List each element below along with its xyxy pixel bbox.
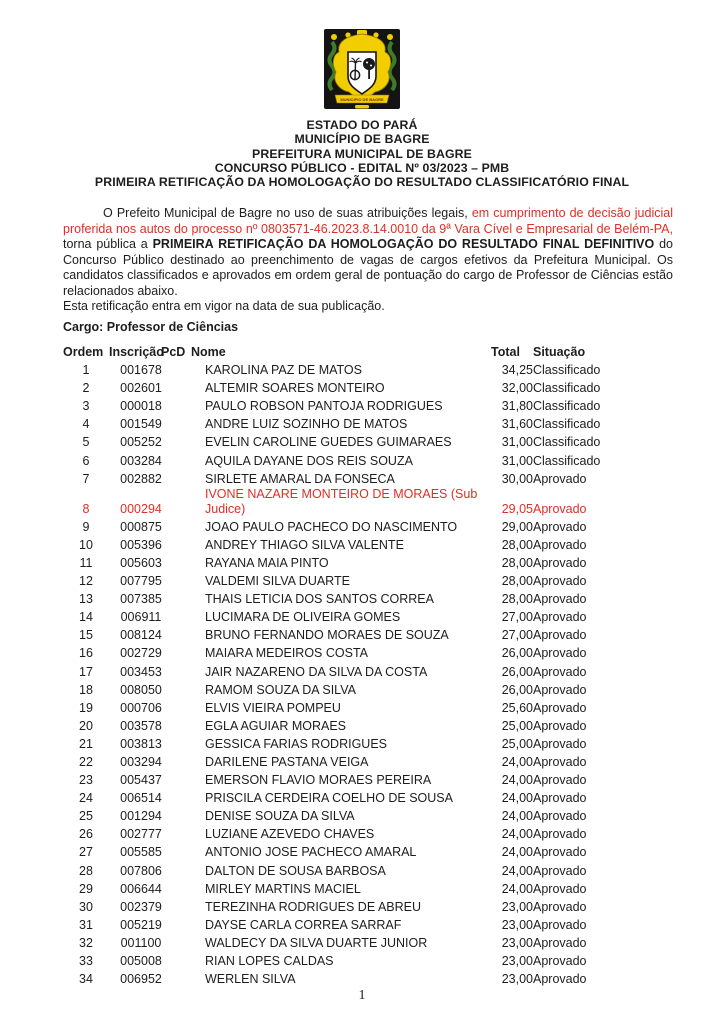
- cell-total: 24,00: [501, 881, 533, 896]
- cell-inscricao: 000294: [120, 501, 162, 516]
- cell-situacao: Aprovado: [533, 519, 587, 534]
- cell-ordem: 22: [79, 754, 93, 769]
- cell-pcd: [173, 969, 205, 987]
- cell-total: 27,00: [501, 610, 533, 625]
- cell-pcd: [173, 860, 205, 878]
- table-row: [63, 625, 673, 643]
- cell-situacao: Aprovado: [533, 863, 587, 878]
- cell-ordem: 17: [79, 664, 93, 679]
- cell-pcd: [173, 806, 205, 824]
- cell-inscricao: 005437: [120, 773, 162, 788]
- cell-nome: MIRLEY MARTINS MACIEL: [205, 881, 361, 896]
- col-header-pcd: PcD: [161, 345, 186, 359]
- cell-inscricao: 000018: [120, 399, 162, 414]
- header-line-prefeitura: PREFEITURA MUNICIPAL DE BAGRE: [252, 146, 472, 161]
- cell-total: 24,00: [501, 754, 533, 769]
- cell-nome: BRUNO FERNANDO MORAES DE SOUZA: [205, 628, 449, 643]
- cell-total: 24,00: [501, 845, 533, 860]
- cell-ordem: 32: [79, 935, 93, 950]
- cell-nome: WERLEN SILVA: [205, 972, 296, 987]
- cell-ordem: 13: [79, 592, 93, 607]
- cell-situacao: Aprovado: [533, 592, 587, 607]
- cell-situacao: Classificado: [533, 381, 601, 396]
- cell-pcd: [173, 487, 205, 517]
- cell-ordem: 11: [79, 555, 93, 570]
- cell-total: 30,00: [501, 471, 533, 486]
- cell-total: 24,00: [501, 773, 533, 788]
- table-row: [63, 487, 673, 517]
- header-line-edital: CONCURSO PÚBLICO - EDITAL Nº 03/2023 – PMB: [214, 160, 510, 175]
- cell-ordem: 8: [82, 501, 90, 516]
- cell-pcd: [173, 589, 205, 607]
- cell-situacao: Aprovado: [533, 682, 587, 697]
- cell-ordem: 21: [79, 736, 93, 751]
- table-row: [63, 643, 673, 661]
- cell-nome: ANDRE LUIZ SOZINHO DE MATOS: [205, 417, 408, 432]
- cell-total: 32,00: [501, 381, 533, 396]
- table-row: [63, 396, 673, 414]
- cell-nome: VALDEMI SILVA DUARTE: [205, 574, 350, 589]
- cell-situacao: Aprovado: [533, 700, 587, 715]
- header-line-titulo: PRIMEIRA RETIFICAÇÃO DA HOMOLOGAÇÃO DO RESULTADO CLASSIFICATÓRIO FINAL: [94, 175, 630, 190]
- paragraph-run-normal: do Concurso Público destinado ao preenchimento de vagas de cargos efetivos da Prefeitura Municipal. Os candidatos classificados e aprovados em ordem geral de pontuação do cargo de Professor de Ciências estão relacionados abaixo.: [63, 237, 673, 298]
- paragraph-run-normal: O Prefeito Municipal de Bagre no uso de suas atribuições legais,: [103, 206, 472, 220]
- table-row: [63, 770, 673, 788]
- tree-trunk: [368, 69, 370, 79]
- cell-ordem: 24: [79, 791, 93, 806]
- cell-ordem: 15: [79, 628, 93, 643]
- cell-nome: GESSICA FARIAS RODRIGUES: [205, 736, 387, 751]
- cell-pcd: [173, 553, 205, 571]
- cell-pcd: [173, 897, 205, 915]
- cell-ordem: 16: [79, 646, 93, 661]
- cell-pcd: [173, 824, 205, 842]
- cell-situacao: Aprovado: [533, 646, 587, 661]
- table-row: [63, 553, 673, 571]
- cell-ordem: 28: [79, 863, 93, 878]
- cell-inscricao: 006644: [120, 881, 162, 896]
- cell-pcd: [173, 716, 205, 734]
- table-row: [63, 698, 673, 716]
- cell-nome: ANDREY THIAGO SILVA VALENTE: [205, 537, 404, 552]
- crest-ornament-dot: [331, 34, 337, 40]
- cell-situacao: Aprovado: [533, 664, 587, 679]
- table-row: [63, 571, 673, 589]
- cell-inscricao: 002379: [120, 899, 162, 914]
- cell-pcd: [173, 571, 205, 589]
- table-row: [63, 360, 673, 378]
- tree-highlight: [366, 62, 368, 64]
- table-row: [63, 752, 673, 770]
- cell-total: 24,00: [501, 863, 533, 878]
- table-row: [63, 951, 673, 969]
- cell-situacao: Aprovado: [533, 501, 587, 516]
- cell-total: 28,00: [501, 537, 533, 552]
- effect-line: Esta retificação entra em vigor na data de sua publicação.: [63, 299, 385, 313]
- cell-inscricao: 006952: [120, 972, 162, 987]
- cell-ordem: 30: [79, 899, 93, 914]
- header-line-municipio: MUNICÍPIO DE BAGRE: [294, 132, 430, 147]
- cell-total: 31,00: [501, 435, 533, 450]
- cell-ordem: 12: [79, 574, 93, 589]
- document-header: [0, 118, 724, 189]
- cell-inscricao: 005585: [120, 845, 162, 860]
- cell-total: 26,00: [501, 682, 533, 697]
- cell-nome: SIRLETE AMARAL DA FONSECA: [205, 471, 395, 486]
- coat-of-arms-graphic: [324, 28, 400, 112]
- cell-total: 31,00: [501, 453, 533, 468]
- cell-inscricao: 002601: [120, 381, 162, 396]
- cell-nome: THAIS LETICIA DOS SANTOS CORREA: [205, 592, 434, 607]
- cell-total: 23,00: [501, 935, 533, 950]
- paragraph-run-bold: PRIMEIRA RETIFICAÇÃO DA HOMOLOGAÇÃO DO RESULTADO FINAL DEFINITIVO: [152, 237, 655, 251]
- cell-nome: JOAO PAULO PACHECO DO NASCIMENTO: [205, 519, 458, 534]
- cell-ordem: 9: [82, 519, 90, 534]
- results-table-body: [63, 360, 673, 987]
- cell-inscricao: 007385: [120, 592, 162, 607]
- cell-total: 24,00: [501, 791, 533, 806]
- cargo-label: Cargo: Professor de Ciências: [63, 320, 239, 334]
- cell-pcd: [173, 680, 205, 698]
- cell-nome: PAULO ROBSON PANTOJA RODRIGUES: [205, 399, 443, 414]
- cell-inscricao: 002777: [120, 827, 162, 842]
- cell-inscricao: 001678: [120, 363, 162, 378]
- cell-pcd: [173, 535, 205, 553]
- crest-banner-text: MUNICIPIO DE BAGRE: [340, 97, 384, 102]
- cell-ordem: 19: [79, 700, 93, 715]
- cell-inscricao: 001100: [120, 935, 162, 950]
- page-number: 1: [358, 988, 366, 1003]
- cell-total: 23,00: [501, 917, 533, 932]
- cell-total: 26,00: [501, 664, 533, 679]
- cell-inscricao: 008124: [120, 628, 162, 643]
- cell-pcd: [173, 360, 205, 378]
- cell-situacao: Aprovado: [533, 718, 587, 733]
- cell-situacao: Classificado: [533, 363, 601, 378]
- cell-situacao: Classificado: [533, 417, 601, 432]
- cell-inscricao: 005603: [120, 555, 162, 570]
- cell-total: 23,00: [501, 899, 533, 914]
- intro-paragraph: [63, 206, 673, 299]
- cell-ordem: 31: [79, 917, 93, 932]
- cell-ordem: 18: [79, 682, 93, 697]
- col-header-total: Total: [491, 345, 520, 359]
- cell-ordem: 7: [82, 471, 90, 486]
- table-row: [63, 897, 673, 915]
- cell-inscricao: 003578: [120, 718, 162, 733]
- cell-total: 25,60: [501, 700, 533, 715]
- table-row: [63, 378, 673, 396]
- cell-inscricao: 007795: [120, 574, 162, 589]
- cell-pcd: [173, 607, 205, 625]
- cell-inscricao: 000706: [120, 700, 162, 715]
- cell-inscricao: 005008: [120, 954, 162, 968]
- cell-nome: LUCIMARA DE OLIVEIRA GOMES: [205, 610, 401, 625]
- cell-ordem: 4: [82, 417, 90, 432]
- palm-tree-icon: [355, 63, 356, 80]
- cell-total: 25,00: [501, 736, 533, 751]
- cell-inscricao: 008050: [120, 682, 162, 697]
- table-row: [63, 432, 673, 450]
- cell-situacao: Aprovado: [533, 899, 587, 914]
- cell-nome: ANTONIO JOSE PACHECO AMARAL: [205, 845, 417, 860]
- cell-total: 24,00: [501, 827, 533, 842]
- cell-total: 29,05: [501, 501, 533, 516]
- cell-ordem: 29: [79, 881, 93, 896]
- cell-nome: DAYSE CARLA CORREA SARRAF: [205, 917, 402, 932]
- cell-ordem: 5: [82, 435, 90, 450]
- cell-nome: MAIARA MEDEIROS COSTA: [205, 646, 368, 661]
- cell-pcd: [173, 378, 205, 396]
- coat-of-arms: [324, 28, 400, 112]
- cell-nome: EMERSON FLAVIO MORAES PEREIRA: [205, 773, 432, 788]
- table-row: [63, 469, 673, 487]
- col-header-nome: Nome: [191, 345, 226, 359]
- cell-situacao: Aprovado: [533, 610, 587, 625]
- cell-total: 34,25: [501, 363, 533, 378]
- cell-ordem: 10: [79, 537, 93, 552]
- cell-pcd: [173, 469, 205, 487]
- cell-pcd: [173, 698, 205, 716]
- cell-pcd: [173, 734, 205, 752]
- cell-situacao: Classificado: [533, 435, 601, 450]
- cell-nome: EGLA AGUIAR MORAES: [205, 718, 347, 733]
- cell-pcd: [173, 414, 205, 432]
- cell-ordem: 14: [79, 610, 93, 625]
- cell-pcd: [173, 643, 205, 661]
- cell-situacao: Aprovado: [533, 736, 587, 751]
- cell-total: 26,00: [501, 646, 533, 661]
- cell-situacao: Aprovado: [533, 555, 587, 570]
- cell-pcd: [173, 625, 205, 643]
- cell-situacao: Aprovado: [533, 628, 587, 643]
- crest-ornament-dot: [387, 34, 393, 40]
- table-row: [63, 414, 673, 432]
- cell-inscricao: 005219: [120, 917, 162, 932]
- cell-nome: TEREZINHA RODRIGUES DE ABREU: [205, 899, 422, 914]
- table-row: [63, 450, 673, 468]
- table-header-row: [63, 341, 673, 360]
- table-row: [63, 969, 673, 987]
- cell-pcd: [173, 933, 205, 951]
- header-line-estado: ESTADO DO PARÁ: [306, 118, 418, 132]
- cell-situacao: Aprovado: [533, 471, 587, 486]
- cell-pcd: [173, 661, 205, 679]
- col-header-situacao: Situação: [533, 345, 586, 359]
- results-table: [63, 341, 673, 987]
- cell-pcd: [173, 432, 205, 450]
- cell-total: 23,00: [501, 954, 533, 968]
- cell-ordem: 26: [79, 827, 93, 842]
- cell-situacao: Aprovado: [533, 954, 587, 968]
- cell-total: 31,80: [501, 399, 533, 414]
- cell-pcd: [173, 450, 205, 468]
- cell-ordem: 25: [79, 809, 93, 824]
- table-row: [63, 607, 673, 625]
- table-row: [63, 716, 673, 734]
- tree-highlight: [370, 65, 372, 67]
- table-row: [63, 589, 673, 607]
- cell-situacao: Aprovado: [533, 574, 587, 589]
- cell-nome: PRISCILA CERDEIRA COELHO DE SOUSA: [205, 791, 453, 806]
- cell-total: 23,00: [501, 972, 533, 987]
- cell-nome: ALTEMIR SOARES MONTEIRO: [205, 381, 385, 396]
- cell-nome: KAROLINA PAZ DE MATOS: [205, 363, 362, 378]
- cell-pcd: [173, 951, 205, 969]
- table-row: [63, 680, 673, 698]
- cell-situacao: Aprovado: [533, 881, 587, 896]
- cell-nome: DARILENE PASTANA VEIGA: [205, 754, 369, 769]
- cell-ordem: 20: [79, 718, 93, 733]
- tree-icon: [363, 58, 375, 70]
- cell-situacao: Aprovado: [533, 935, 587, 950]
- cell-situacao: Aprovado: [533, 537, 587, 552]
- cell-inscricao: 002882: [120, 471, 162, 486]
- crest-bottom-ornament: [355, 105, 369, 109]
- cell-inscricao: 006911: [120, 610, 162, 625]
- cell-ordem: 23: [79, 773, 93, 788]
- table-row: [63, 879, 673, 897]
- table-row: [63, 860, 673, 878]
- cell-pcd: [173, 788, 205, 806]
- cell-nome: RAMOM SOUZA DA SILVA: [205, 682, 356, 697]
- cell-nome: ELVIS VIEIRA POMPEU: [205, 700, 341, 715]
- cell-nome: RAYANA MAIA PINTO: [205, 555, 329, 570]
- cell-inscricao: 003453: [120, 664, 162, 679]
- cell-ordem: 1: [82, 363, 90, 378]
- cell-nome: DALTON DE SOUSA BARBOSA: [205, 863, 386, 878]
- table-row: [63, 806, 673, 824]
- cell-inscricao: 000875: [120, 519, 162, 534]
- cell-nome: RIAN LOPES CALDAS: [205, 954, 334, 968]
- cell-ordem: 33: [79, 954, 93, 968]
- cell-nome: DENISE SOUZA DA SILVA: [205, 809, 355, 824]
- cell-pcd: [173, 879, 205, 897]
- cell-inscricao: 001549: [120, 417, 162, 432]
- col-header-ordem: Ordem: [63, 345, 104, 359]
- cell-nome: AQUILA DAYANE DOS REIS SOUZA: [205, 453, 413, 468]
- cell-inscricao: 007806: [120, 863, 162, 878]
- table-row: [63, 915, 673, 933]
- cell-inscricao: 005396: [120, 537, 162, 552]
- cell-ordem: 27: [79, 845, 93, 860]
- cell-situacao: Aprovado: [533, 972, 587, 987]
- table-row: [63, 788, 673, 806]
- cell-ordem: 3: [82, 399, 90, 414]
- cell-ordem: 2: [82, 381, 90, 396]
- cell-pcd: [173, 396, 205, 414]
- table-row: [63, 824, 673, 842]
- cell-inscricao: 002729: [120, 646, 162, 661]
- cell-situacao: Aprovado: [533, 827, 587, 842]
- table-row: [63, 933, 673, 951]
- cell-total: 27,00: [501, 628, 533, 643]
- cell-total: 25,00: [501, 718, 533, 733]
- cell-situacao: Classificado: [533, 399, 601, 414]
- cell-pcd: [173, 915, 205, 933]
- cell-total: 24,00: [501, 809, 533, 824]
- intro-section: [63, 206, 673, 315]
- cell-situacao: Aprovado: [533, 917, 587, 932]
- paragraph-run-normal: torna pública a: [63, 237, 153, 251]
- cell-total: 28,00: [501, 574, 533, 589]
- cell-situacao: Classificado: [533, 453, 601, 468]
- cell-pcd: [173, 842, 205, 860]
- cell-ordem: 6: [82, 453, 90, 468]
- cell-inscricao: 005252: [120, 435, 162, 450]
- cell-situacao: Aprovado: [533, 845, 587, 860]
- cell-total: 28,00: [501, 592, 533, 607]
- cell-pcd: [173, 752, 205, 770]
- cell-inscricao: 001294: [120, 809, 162, 824]
- cell-situacao: Aprovado: [533, 809, 587, 824]
- table-row: [63, 661, 673, 679]
- cell-nome: IVONE NAZARE MONTEIRO DE MORAES (Sub Judice): [205, 486, 478, 516]
- cell-nome: EVELIN CAROLINE GUEDES GUIMARAES: [205, 435, 452, 450]
- cell-total: 29,00: [501, 519, 533, 534]
- cell-inscricao: 003284: [120, 453, 162, 468]
- cell-nome: JAIR NAZARENO DA SILVA DA COSTA: [205, 664, 428, 679]
- cell-situacao: Aprovado: [533, 773, 587, 788]
- cell-pcd: [173, 517, 205, 535]
- cell-total: 28,00: [501, 555, 533, 570]
- table-row: [63, 842, 673, 860]
- cell-nome: WALDECY DA SILVA DUARTE JUNIOR: [205, 935, 428, 950]
- cell-inscricao: 006514: [120, 791, 162, 806]
- cell-ordem: 34: [79, 972, 93, 987]
- cell-nome: LUZIANE AZEVEDO CHAVES: [205, 827, 375, 842]
- table-row: [63, 734, 673, 752]
- col-header-inscricao: Inscrição: [109, 345, 164, 359]
- cell-inscricao: 003294: [120, 754, 162, 769]
- cell-situacao: Aprovado: [533, 754, 587, 769]
- cell-situacao: Aprovado: [533, 791, 587, 806]
- cell-total: 31,60: [501, 417, 533, 432]
- table-row: [63, 535, 673, 553]
- paragraph-run-red: em cumprimento de decisão judicial proferida nos autos do processo nº 0803571-46.2023.8.14.0010 da 9ª Vara Cível e Empresarial de Belém-PA,: [63, 206, 673, 236]
- cell-pcd: [173, 770, 205, 788]
- table-row: [63, 517, 673, 535]
- cell-inscricao: 003813: [120, 736, 162, 751]
